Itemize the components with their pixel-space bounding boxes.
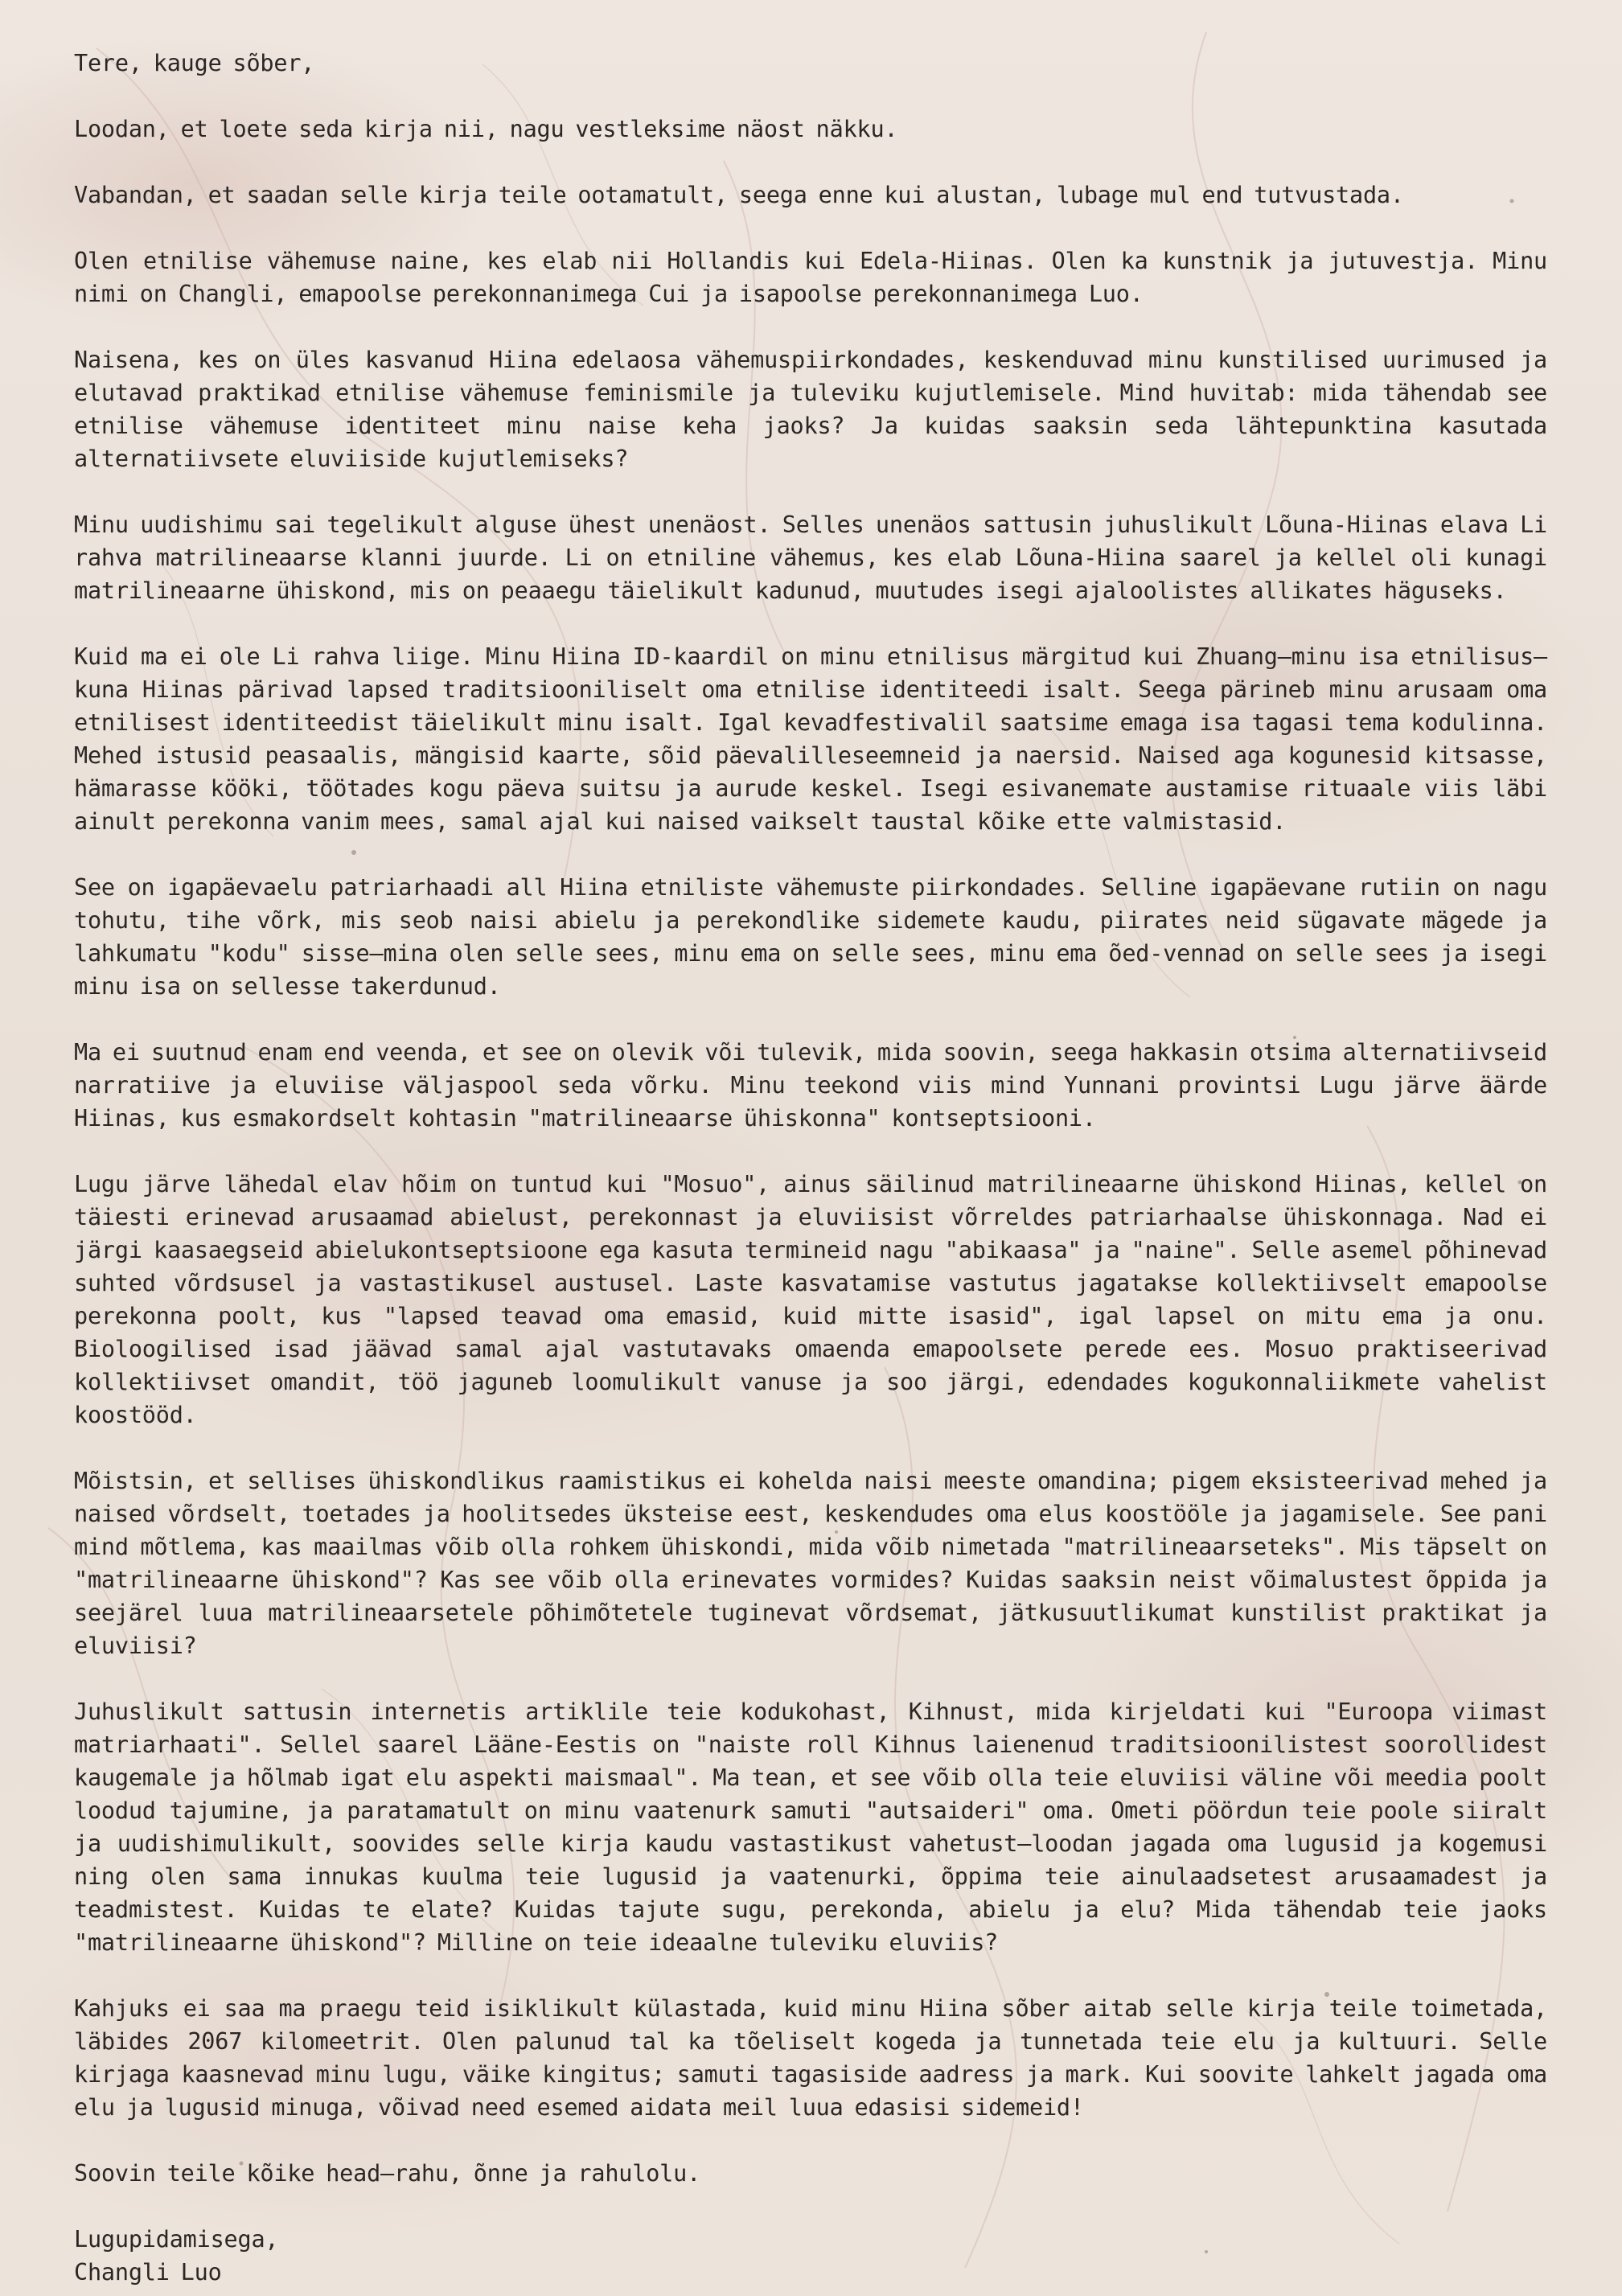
letter-paragraph-2: Vabandan, et saadan selle kirja teile ootamatult, seega enne kui alustan, lubage mul end tutvustada. <box>74 182 1404 208</box>
letter-closing: Lugupidamisega, <box>74 2226 279 2253</box>
letter-paragraph-11: Juhuslikult sattusin internetis artiklile teie kodukohast, Kihnust, mida kirjeldati kui "Euroopa viimast matriarhaati". Sellel saarel Lääne-Eestis on "naiste roll Kihnus laienenud traditsioonilistest soorollidest kaugemale ja hõlmab igat elu aspekti maismaal". Ma tean, et see võib olla teie eluviisi väline või meedia poolt loodud tajumine, ja paratamatult on minu vaatenurk samuti "autsaideri" oma. Ometi pöördun teie poole siiralt ja uudishimulikult, soovides selle kirja kaudu vastastikust vahetust—loodan jagada oma lugusid ja kogemusi ning olen sama innukas kuulma teie lugusid ja vaatenurki, õppima teie ainulaadsetest arusaamadest ja teadmistest. Kuidas te elate? Kuidas tajute sugu, perekonda, abielu ja elu? Mida tähendab teie jaoks "matrilineaarne ühiskond"? Milline on teie ideaalne tuleviku eluviis? <box>74 1698 1547 1956</box>
letter-signature: Changli Luo <box>74 2259 222 2286</box>
letter-greeting: Tere, kauge sõber, <box>74 50 315 76</box>
letter-paragraph-8: Ma ei suutnud enam end veenda, et see on olevik või tulevik, mida soovin, seega hakkasin otsima alternatiivseid narratiive ja eluviise väljaspool seda võrku. Minu teekond viis mind Yunnani provintsi Lugu järve äärde Hiinas, kus esmakordselt kohtasin "matrilineaarse ühiskonna" kontseptsiooni. <box>74 1039 1547 1132</box>
letter-paragraph-13: Soovin teile kõike head—rahu, õnne ja rahulolu. <box>74 2160 701 2187</box>
letter-paragraph-5: Minu uudishimu sai tegelikult alguse ühest unenäost. Selles unenäos sattusin juhuslikult Lõuna-Hiinas elava Li rahva matrilineaarse klanni juurde. Li on etniline vähemus, kes elab Lõuna-Hiina saarel ja kellel oli kunagi matrilineaarne ühiskond, mis on peaaegu täielikult kadunud, muutudes isegi ajaloolistes allikates häguseks. <box>74 511 1547 604</box>
letter-paragraph-9: Lugu järve lähedal elav hõim on tuntud kui "Mosuo", ainus säilinud matrilineaarne ühiskond Hiinas, kellel on täiesti erinevad arusaamad abielust, perekonnast ja eluviisist võrreldes patriarhaalse ühiskonnaga. Nad ei järgi kaasaegseid abielukontseptsioone ega kasuta termineid nagu "abikaasa" ja "naine". Selle asemel põhinevad suhted võrdsusel ja vastastikusel austusel. Laste kasvatamise vastutus jagatakse kollektiivselt emapoolse perekonna poolt, kus "lapsed teavad oma emasid, kuid mitte isasid", igal lapsel on mitu ema ja onu. Bioloogilised isad jäävad samal ajal vastutavaks omaenda emapoolsete perede ees. Mosuo praktiseerivad kollektiivset omandit, töö jaguneb loomulikult vanuse ja soo järgi, edendades kogukonnaliikmete vahelist koostööd. <box>74 1171 1547 1428</box>
letter-paragraph-7: See on igapäevaelu patriarhaadi all Hiina etniliste vähemuste piirkondades. Selline igapäevane rutiin on nagu tohutu, tihe võrk, mis seob naisi abielu ja perekondlike sidemete kaudu, piirates neid sügavate mägede ja lahkumatu "kodu" sisse—mina olen selle sees, minu ema on selle sees, minu ema õed-vennad on selle sees ja isegi minu isa on sellesse takerdunud. <box>74 874 1547 1000</box>
letter-paragraph-12: Kahjuks ei saa ma praegu teid isiklikult külastada, kuid minu Hiina sõber aitab selle kirja teile toimetada, läbides 2067 kilomeetrit. Olen palunud tal ka tõeliselt kogeda ja tunnetada teie elu ja kultuuri. Selle kirjaga kaasnevad minu lugu, väike kingitus; samuti tagasiside aadress ja mark. Kui soovite lahkelt jagada oma elu ja lugusid minuga, võivad need esemed aidata meil luua edasisi sidemeid! <box>74 1995 1547 2121</box>
letter <box>74 47 1547 2289</box>
letter-paragraph-3: Olen etnilise vähemuse naine, kes elab nii Hollandis kui Edela-Hiinas. Olen ka kunstnik ja jutuvestja. Minu nimi on Changli, emapoolse perekonnanimega Cui ja isapoolse perekonnanimega Luo. <box>74 248 1547 307</box>
letter-paragraph-6: Kuid ma ei ole Li rahva liige. Minu Hiina ID-kaardil on minu etnilisus märgitud kui Zhuang—minu isa etnilisus—kuna Hiinas pärivad lapsed traditsiooniliselt oma etnilise identiteedi isalt. Seega pärineb minu arusaam oma etnilisest identiteedist täielikult minu isalt. Igal kevadfestivalil saatsime emaga isa tagasi tema kodulinna. Mehed istusid peasaalis, mängisid kaarte, sõid päevalilleseemneid ja naersid. Naised aga kogunesid kitsasse, hämarasse kööki, töötades kogu päeva suitsu ja aurude keskel. Isegi esivanemate austamise rituaale viis läbi ainult perekonna vanim mees, samal ajal kui naised vaikselt taustal kõike ette valmistasid. <box>74 643 1547 835</box>
letter-paragraph-10: Mõistsin, et sellises ühiskondlikus raamistikus ei kohelda naisi meeste omandina; pigem eksisteerivad mehed ja naised võrdselt, toetades ja hoolitsedes üksteise eest, keskendudes oma elus koostööle ja jagamisele. See pani mind mõtlema, kas maailmas võib olla rohkem ühiskondi, mida võib nimetada "matrilineaarseteks". Mis täpselt on "matrilineaarne ühiskond"? Kas see võib olla erinevates vormides? Kuidas saaksin neist võimalustest õppida ja seejärel luua matrilineaarsetele põhimõtetele tuginevat võrdsemat, jätkusuutlikumat kunstilist praktikat ja eluviisi? <box>74 1468 1547 1659</box>
letter-paragraph-4: Naisena, kes on üles kasvanud Hiina edelaosa vähemuspiirkondades, keskenduvad minu kunstilised uurimused ja elutavad praktikad etnilise vähemuse feminismile ja tuleviku kujutlemisele. Mind huvitab: mida tähendab see etnilise vähemuse identiteet minu naise keha jaoks? Ja kuidas saaksin seda lähtepunktina kasutada alternatiivsete eluviiside kujutlemiseks? <box>74 347 1547 472</box>
letter-paragraph-1: Loodan, et loete seda kirja nii, nagu vestleksime näost näkku. <box>74 116 898 142</box>
